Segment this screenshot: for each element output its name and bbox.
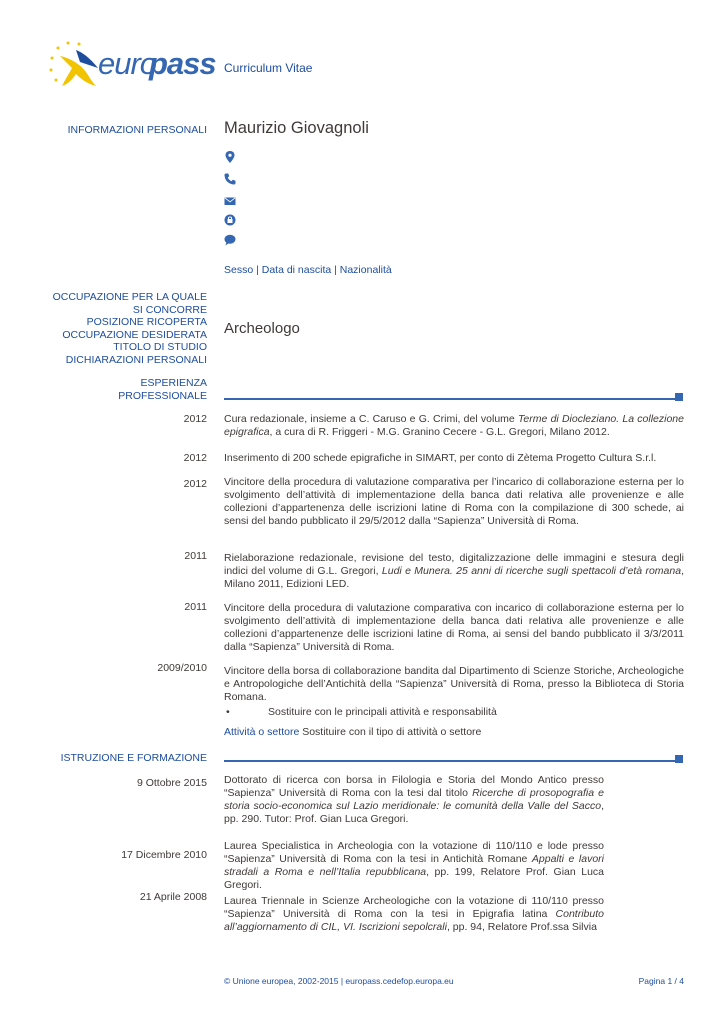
- chat-icon: [224, 234, 236, 246]
- exp-date-1: 2012: [183, 413, 207, 425]
- exp-text-1: Cura redazionale, insieme a C. Caruso e G. Crimi, del volume Terme di Diocleziano. La collezione epigrafica, a cura di R. Friggeri - M.G. Granino Cecere - G.L. Gregori, Milano 2012.: [224, 413, 684, 438]
- edu-date-3: 21 Aprile 2008: [139, 891, 207, 903]
- experience-divider-box: [675, 393, 683, 401]
- experience-label: [118, 377, 207, 402]
- exp-sector: [224, 726, 481, 738]
- experience-divider: [224, 398, 676, 400]
- exp-date-4: 2011: [184, 550, 207, 562]
- europass-logo: [46, 38, 216, 90]
- email-icon: [224, 195, 236, 207]
- exp-sector-label: Attività o settore: [224, 726, 300, 738]
- exp-sector-value: Sostituire con il tipo di attività o settore: [302, 726, 482, 738]
- position-label-2: POSIZIONE RICOPERTA: [86, 316, 207, 328]
- experience-label-line1: ESPERIENZA: [140, 377, 207, 389]
- brand-pass: pass: [149, 46, 216, 81]
- experience-label-line2: PROFESSIONALE: [118, 389, 207, 402]
- exp-text-4: Rielaborazione redazionale, revisione del testo, digitalizzazione delle immagini e stesura degli indici del volume di G.L. Gregori, Ludi e Munera. 25 anni di ricerche sugli spettacoli d’età romana, Milano 2011, Edizioni LED.: [224, 552, 684, 590]
- website-icon: [224, 214, 236, 226]
- edu-text-1: Dottorato di ricerca con borsa in Filologia e Storia del Mondo Antico presso “Sapienza” Università di Roma con la tesi dal titolo Ricerche di prosopografia e storia socio-economica sul Lazio meridionale: le comunità della Valle del Sacco, pp. 290. Tutor: Prof. Gian Luca Gregori.: [224, 774, 604, 825]
- exp-date-6: 2009/2010: [157, 662, 207, 674]
- exp-text-3: Vincitore della procedura di valutazione comparativa per l’incarico di collaborazione esterna per lo svolgimento dell’attività di implementazione della banca dati relativa alle provenienze e alle collezioni d’appartenenza delle iscrizioni latine di Roma con la compilazione di 300 schede, ai sensi del bando pubblicato il 29/5/2012 dalla “Sapienza” Università di Roma.: [224, 476, 684, 527]
- edu-date-2: 17 Dicembre 2010: [121, 849, 207, 861]
- education-divider-box: [675, 755, 683, 763]
- exp-date-5: 2011: [184, 601, 207, 613]
- location-icon: [224, 151, 236, 163]
- education-divider: [224, 760, 676, 762]
- personal-info-label: INFORMAZIONI PERSONALI: [67, 124, 207, 136]
- education-label: ISTRUZIONE E FORMAZIONE: [60, 752, 207, 764]
- position-label-5: DICHIARAZIONI PERSONALI: [65, 353, 207, 366]
- exp-date-3: 2012: [183, 478, 207, 490]
- exp-text-2: Inserimento di 200 schede epigrafiche in SIMART, per conto di Zètema Progetto Cultura S.r.l.: [224, 452, 657, 464]
- position-label-3: OCCUPAZIONE DESIDERATA: [62, 328, 207, 341]
- candidate-name: Maurizio Giovagnoli: [224, 119, 369, 137]
- edu-text-2: Laurea Specialistica in Archeologia con la votazione di 110/110 e lode presso “Sapienza” Università di Roma con la tesi in Antichità Romane Appalti e lavori stradali a Roma e nell’Italia repubblicana, pp. 199, Relatore Prof. Gian Luca Gregori.: [224, 840, 605, 891]
- personal-meta: Sesso | Data di nascita | Nazionalità: [224, 264, 392, 276]
- doc-title: Curriculum Vitae: [224, 61, 313, 75]
- edu-date-1: 9 Ottobre 2015: [136, 777, 207, 789]
- exp-date-2: 2012: [183, 452, 207, 464]
- position-label-1: OCCUPAZIONE PER LA QUALE SI CONCORRE: [52, 291, 207, 316]
- exp-text-6: Vincitore della borsa di collaborazione bandita dal Dipartimento di Scienze Storiche, Archeologiche e Antropologiche dell’Antichità della “Sapienza” Università di Roma, presso la Biblioteca di Storia Romana.: [224, 665, 684, 703]
- exp-bullet: •: [226, 706, 230, 718]
- exp-bullet-text: Sostituire con le principali attività e responsabilità: [268, 706, 497, 718]
- europass-star-icon: [46, 38, 106, 90]
- footer-copyright: © Unione europea, 2002-2015 | europass.cedefop.europa.eu: [224, 976, 454, 986]
- position-label-4: TITOLO DI STUDIO: [113, 341, 207, 353]
- exp-text-5: Vincitore della procedura di valutazione comparativa con incarico di collaborazione esterna per lo svolgimento dell’attività di implementazione della banca dati relativa alle provenienze e alle collezioni d’appartenenze delle iscrizioni latine di Roma, ai sensi del bando pubblicato il 3/3/2011 dalla “Sapienza” Università di Roma.: [224, 602, 684, 653]
- brand-euro: euro: [98, 46, 157, 81]
- phone-icon: [224, 173, 236, 185]
- position-value: Archeologo: [224, 320, 300, 337]
- edu-text-3: Laurea Triennale in Scienze Archeologiche con la votazione di 110/110 presso “Sapienza” Università di Roma con la tesi in Epigrafia latina Contributo all’aggiornamento di CIL, VI. Iscrizioni sepolcrali, pp. 94, Relatore Prof.ssa Silvia: [224, 895, 604, 933]
- footer-page-number: Pagina 1 / 4: [638, 976, 684, 986]
- position-labels: [47, 291, 207, 366]
